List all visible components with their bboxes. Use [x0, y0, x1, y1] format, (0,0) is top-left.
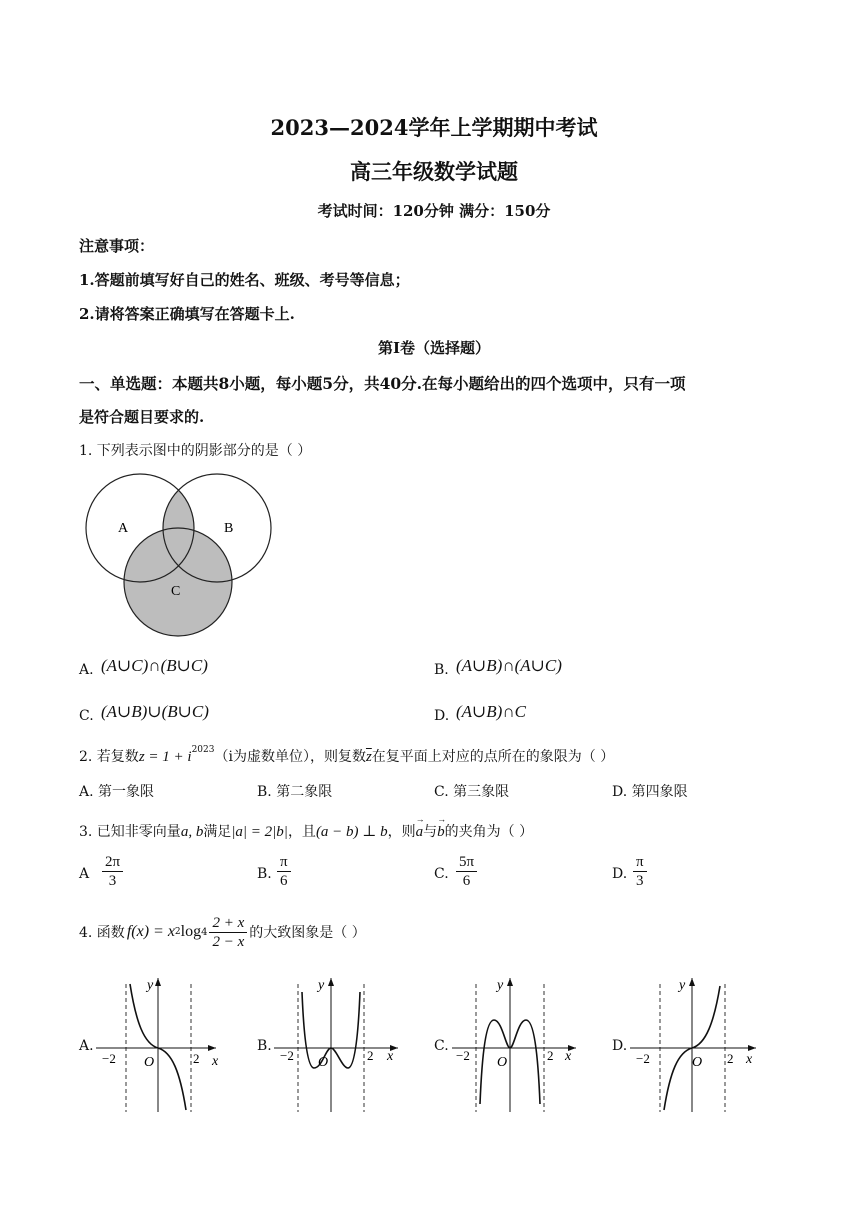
exam-title: 2023—2024学年上学期期中考试	[270, 115, 598, 140]
q3-condition-2: (a − b) ⊥ b	[315, 824, 388, 840]
q4-func-sup: 2	[174, 927, 181, 937]
q4-func-lhs: f(x) = x	[126, 923, 175, 940]
y-axis-arrow	[507, 978, 513, 986]
option-letter: B.	[434, 662, 449, 678]
q1-option-d: (A∪B)∩C	[456, 702, 526, 721]
question-4-stem	[79, 912, 366, 952]
option-letter: D.	[612, 866, 628, 882]
exam-subtitle: 高三年级数学试题	[350, 159, 518, 184]
fraction-denominator: 3	[636, 873, 644, 889]
tick-neg-2: −2	[280, 1048, 294, 1063]
q2-option-c: C. 第三象限	[434, 784, 510, 800]
notes-item: 2.请将答案正确填写在答题卡上.	[79, 305, 295, 323]
q2-option-b: B. 第二象限	[257, 784, 333, 800]
option-letter: C.	[434, 866, 449, 882]
tick-neg-2: −2	[456, 1048, 470, 1063]
q2-stem-mid: （i为虚数单位），则复数	[214, 749, 366, 765]
option-letter: D.	[434, 708, 450, 724]
venn-label-a: A	[118, 521, 129, 536]
fraction-numerator: 2π	[102, 853, 123, 872]
q3-stem-mid4: 与	[423, 824, 438, 840]
origin-label: O	[692, 1055, 703, 1070]
q3-stem-mid1: 满足	[203, 824, 232, 840]
exam-info: 考试时间：120分钟 满分：150分	[317, 202, 551, 220]
fraction-numerator: 2 + x	[209, 914, 247, 933]
question-2-stem	[79, 745, 614, 766]
q2-exponent: 2023	[191, 745, 215, 755]
q3-condition-1: |a| = 2|b|	[231, 824, 288, 840]
y-label: y	[497, 978, 504, 993]
tick-pos-2: 2	[547, 1048, 554, 1063]
q1-option-b: (A∪B)∩(A∪C)	[456, 656, 562, 675]
y-label: y	[679, 978, 686, 993]
q3-vec-a: → a	[416, 824, 424, 841]
tick-pos-2: 2	[193, 1051, 200, 1066]
notes-heading: 注意事项：	[79, 237, 155, 255]
q2-option-d: D. 第四象限	[612, 784, 688, 800]
q4-fraction	[209, 914, 247, 951]
origin-label: O	[144, 1055, 155, 1070]
venn-label-c: C	[171, 584, 181, 599]
notes-item: 1.答题前填写好自己的姓名、班级、考号等信息；	[79, 271, 410, 289]
option-letter: C.	[79, 708, 94, 724]
q1-option-a: (A∪C)∩(B∪C)	[101, 656, 208, 675]
fraction-numerator: π	[277, 853, 291, 872]
q3-vec-b: → b	[437, 824, 445, 841]
venn-diagram	[78, 472, 274, 638]
fraction-numerator: π	[633, 853, 647, 872]
q2-stem-pre: 2. 若复数	[79, 749, 139, 765]
x-axis-arrow	[748, 1045, 756, 1051]
y-label: y	[318, 978, 325, 993]
q3-option-a	[102, 853, 123, 890]
origin-label: O	[497, 1055, 508, 1070]
graph-a	[96, 972, 236, 1117]
q4-stem-pre: 4. 函数	[79, 925, 125, 941]
q3-vectors: a, b	[180, 824, 204, 840]
graph-d	[630, 972, 770, 1117]
y-axis-arrow	[689, 978, 695, 986]
option-letter: A	[79, 866, 90, 882]
option-letter: A.	[79, 662, 94, 678]
x-label: x	[565, 1049, 572, 1064]
graph-letter: A.	[79, 1038, 94, 1054]
venn-label-b: B	[224, 521, 234, 536]
fraction-denominator: 6	[462, 873, 471, 889]
tick-pos-2: 2	[367, 1048, 374, 1063]
q3-option-c	[456, 853, 477, 890]
question-1-stem: 1. 下列表示图中的阴影部分的是（ ）	[79, 443, 312, 459]
q2-conjugate: $\overline{z}$	[365, 749, 372, 765]
graph-letter: D.	[612, 1038, 628, 1054]
fraction-denominator: 2 − x	[212, 933, 245, 950]
tick-neg-2: −2	[636, 1051, 650, 1066]
section-heading: 一、单选题：本题共8小题，每小题5分，共40分.在每小题给出的四个选项中，只有一项	[79, 374, 686, 393]
tick-neg-2: −2	[102, 1051, 116, 1066]
x-label: x	[387, 1049, 394, 1064]
q3-option-b	[277, 853, 291, 890]
x-label: x	[212, 1054, 219, 1069]
fraction-denominator: 6	[280, 873, 288, 889]
q3-stem-mid3: ，则	[387, 824, 416, 840]
q2-option-a: A. 第一象限	[79, 784, 155, 800]
q4-func-log: log	[180, 923, 202, 940]
graph-b	[274, 972, 414, 1117]
y-label: y	[147, 978, 154, 993]
question-3-stem	[79, 821, 533, 841]
x-axis-arrow	[208, 1045, 216, 1051]
y-axis-arrow	[328, 978, 334, 986]
q2-stem-post: 在复平面上对应的点所在的象限为（ ）	[371, 749, 615, 765]
volume-heading: 第Ⅰ卷（选择题）	[377, 339, 491, 357]
q4-func-sub: 4	[201, 926, 208, 938]
q3-stem-post: 的夹角为（ ）	[444, 824, 534, 840]
q1-option-c: (A∪B)∪(B∪C)	[101, 702, 209, 721]
tick-pos-2: 2	[727, 1051, 734, 1066]
q4-stem-post: 的大致图象是（ ）	[249, 925, 366, 941]
q2-formula: z = 1 + i	[138, 749, 192, 765]
section-heading-cont: 是符合题目要求的.	[79, 408, 205, 426]
graph-letter: B.	[257, 1038, 272, 1054]
origin-label: O	[318, 1055, 329, 1070]
q3-option-d	[633, 853, 647, 890]
x-label: x	[746, 1052, 753, 1067]
fraction-denominator: 3	[108, 873, 117, 889]
graph-c	[452, 972, 592, 1117]
y-axis-arrow	[155, 978, 161, 986]
option-letter: B.	[257, 866, 272, 882]
graph-letter: C.	[434, 1038, 449, 1054]
q3-stem-mid2: ，且	[287, 824, 316, 840]
fraction-numerator: 5π	[456, 853, 477, 872]
q3-stem-pre: 3. 已知非零向量	[79, 824, 181, 840]
